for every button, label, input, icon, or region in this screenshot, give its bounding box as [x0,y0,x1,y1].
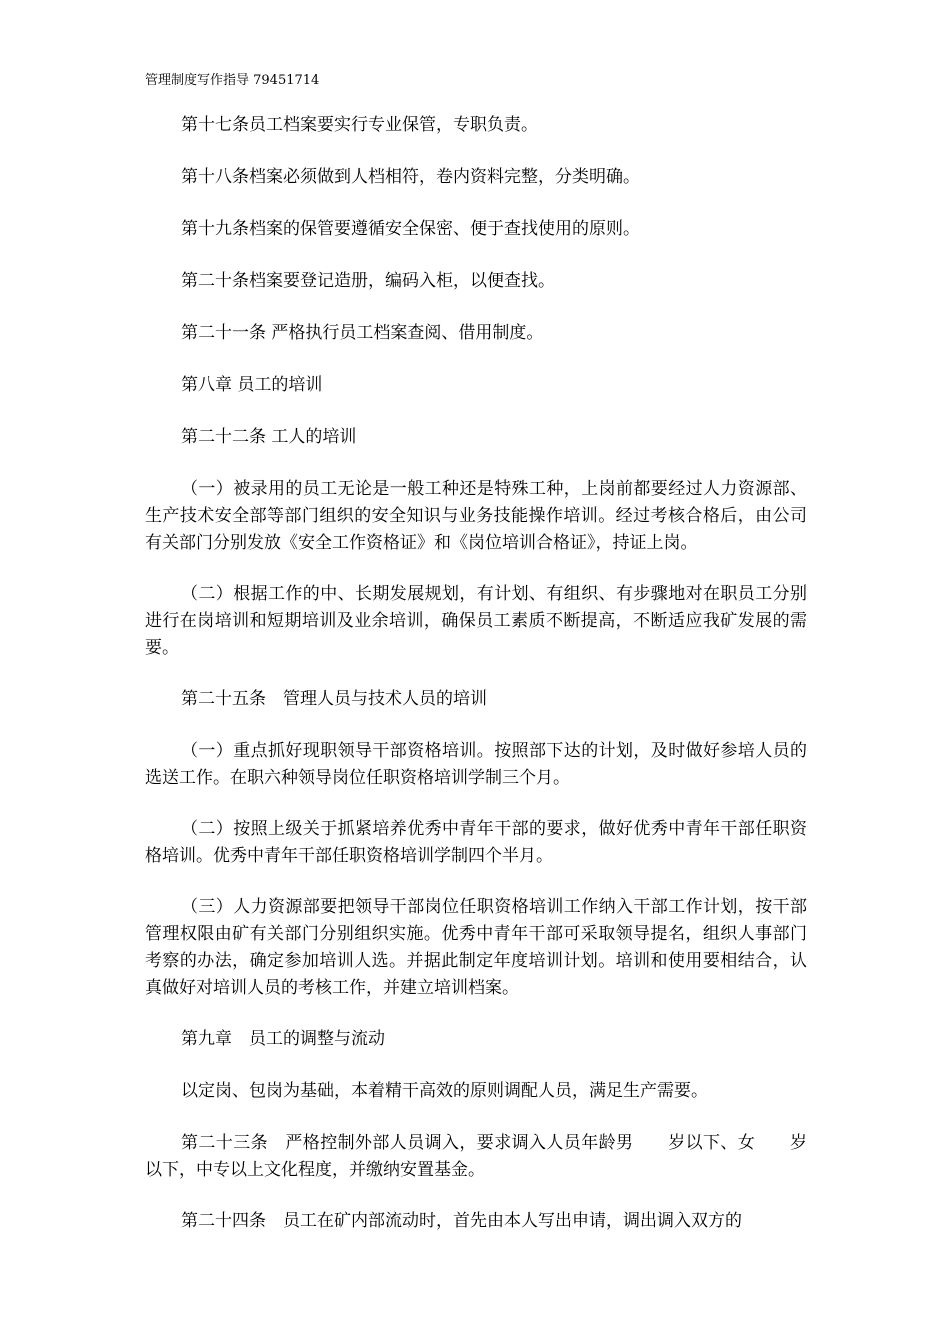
paragraph-staffing-principle: 以定岗、包岗为基础，本着精干高效的原则调配人员，满足生产需要。 [181,1081,708,1101]
paragraph-article-18: 第十八条档案必须做到人档相符，卷内资料完整，分类明确。 [181,167,640,187]
paragraph-manager-training-1: （一）重点抓好现职领导干部资格培训。按照部下达的计划，及时做好参培人员的选送工作。在职六种领导岗位任职资格培训学制三个月。 [145,741,807,788]
paragraph-article-24: 第二十四条 员工在矿内部流动时，首先由本人写出申请，调出调入双方的 [181,1211,742,1231]
chapter-9-heading: 第九章 员工的调整与流动 [181,1029,385,1049]
paragraph-article-17: 第十七条员工档案要实行专业保管，专职负责。 [181,115,538,135]
paragraph-article-21: 第二十一条 严格执行员工档案查阅、借用制度。 [181,323,544,343]
paragraph-manager-training-2: （二）按照上级关于抓紧培养优秀中青年干部的要求，做好优秀中青年干部任职资格培训。优秀中青年干部任职资格培训学制四个半月。 [145,819,807,866]
paragraph-manager-training-3: （三）人力资源部要把领导干部岗位任职资格培训工作纳入干部工作计划，按干部管理权限由矿有关部门分别组织实施。优秀中青年干部可采取领导提名，组织人事部门考察的办法，确定参加培训人选。并据此制定年度培训计划。培训和使用要相结合，认真做好对培训人员的考核工作，并建立培训档案。 [145,897,807,998]
paragraph-article-19: 第十九条档案的保管要遵循安全保密、便于查找使用的原则。 [181,219,640,239]
paragraph-article-22: 第二十二条 工人的培训 [181,427,357,447]
paragraph-article-23: 第二十三条 严格控制外部人员调入，要求调入人员年龄男 岁以下、女 岁以下，中专以上文化程度，并缴纳安置基金。 [145,1133,807,1180]
page-header: 管理制度写作指导 79451714 [145,73,320,88]
chapter-8-heading: 第八章 员工的培训 [181,375,323,395]
paragraph-worker-training-1: （一）被录用的员工无论是一般工种还是特殊工种，上岗前都要经过人力资源部、生产技术安全部等部门组织的安全知识与业务技能操作培训。经过考核合格后，由公司有关部门分别发放《安全工作资格证》和《岗位培训合格证》，持证上岗。 [145,479,807,553]
paragraph-worker-training-2: （二）根据工作的中、长期发展规划，有计划、有组织、有步骤地对在职员工分别进行在岗培训和短期培训及业余培训，确保员工素质不断提高，不断适应我矿发展的需要。 [145,584,807,658]
paragraph-article-20: 第二十条档案要登记造册，编码入柜，以便查找。 [181,271,555,291]
paragraph-article-25: 第二十五条 管理人员与技术人员的培训 [181,689,487,709]
document-body [145,112,807,1260]
